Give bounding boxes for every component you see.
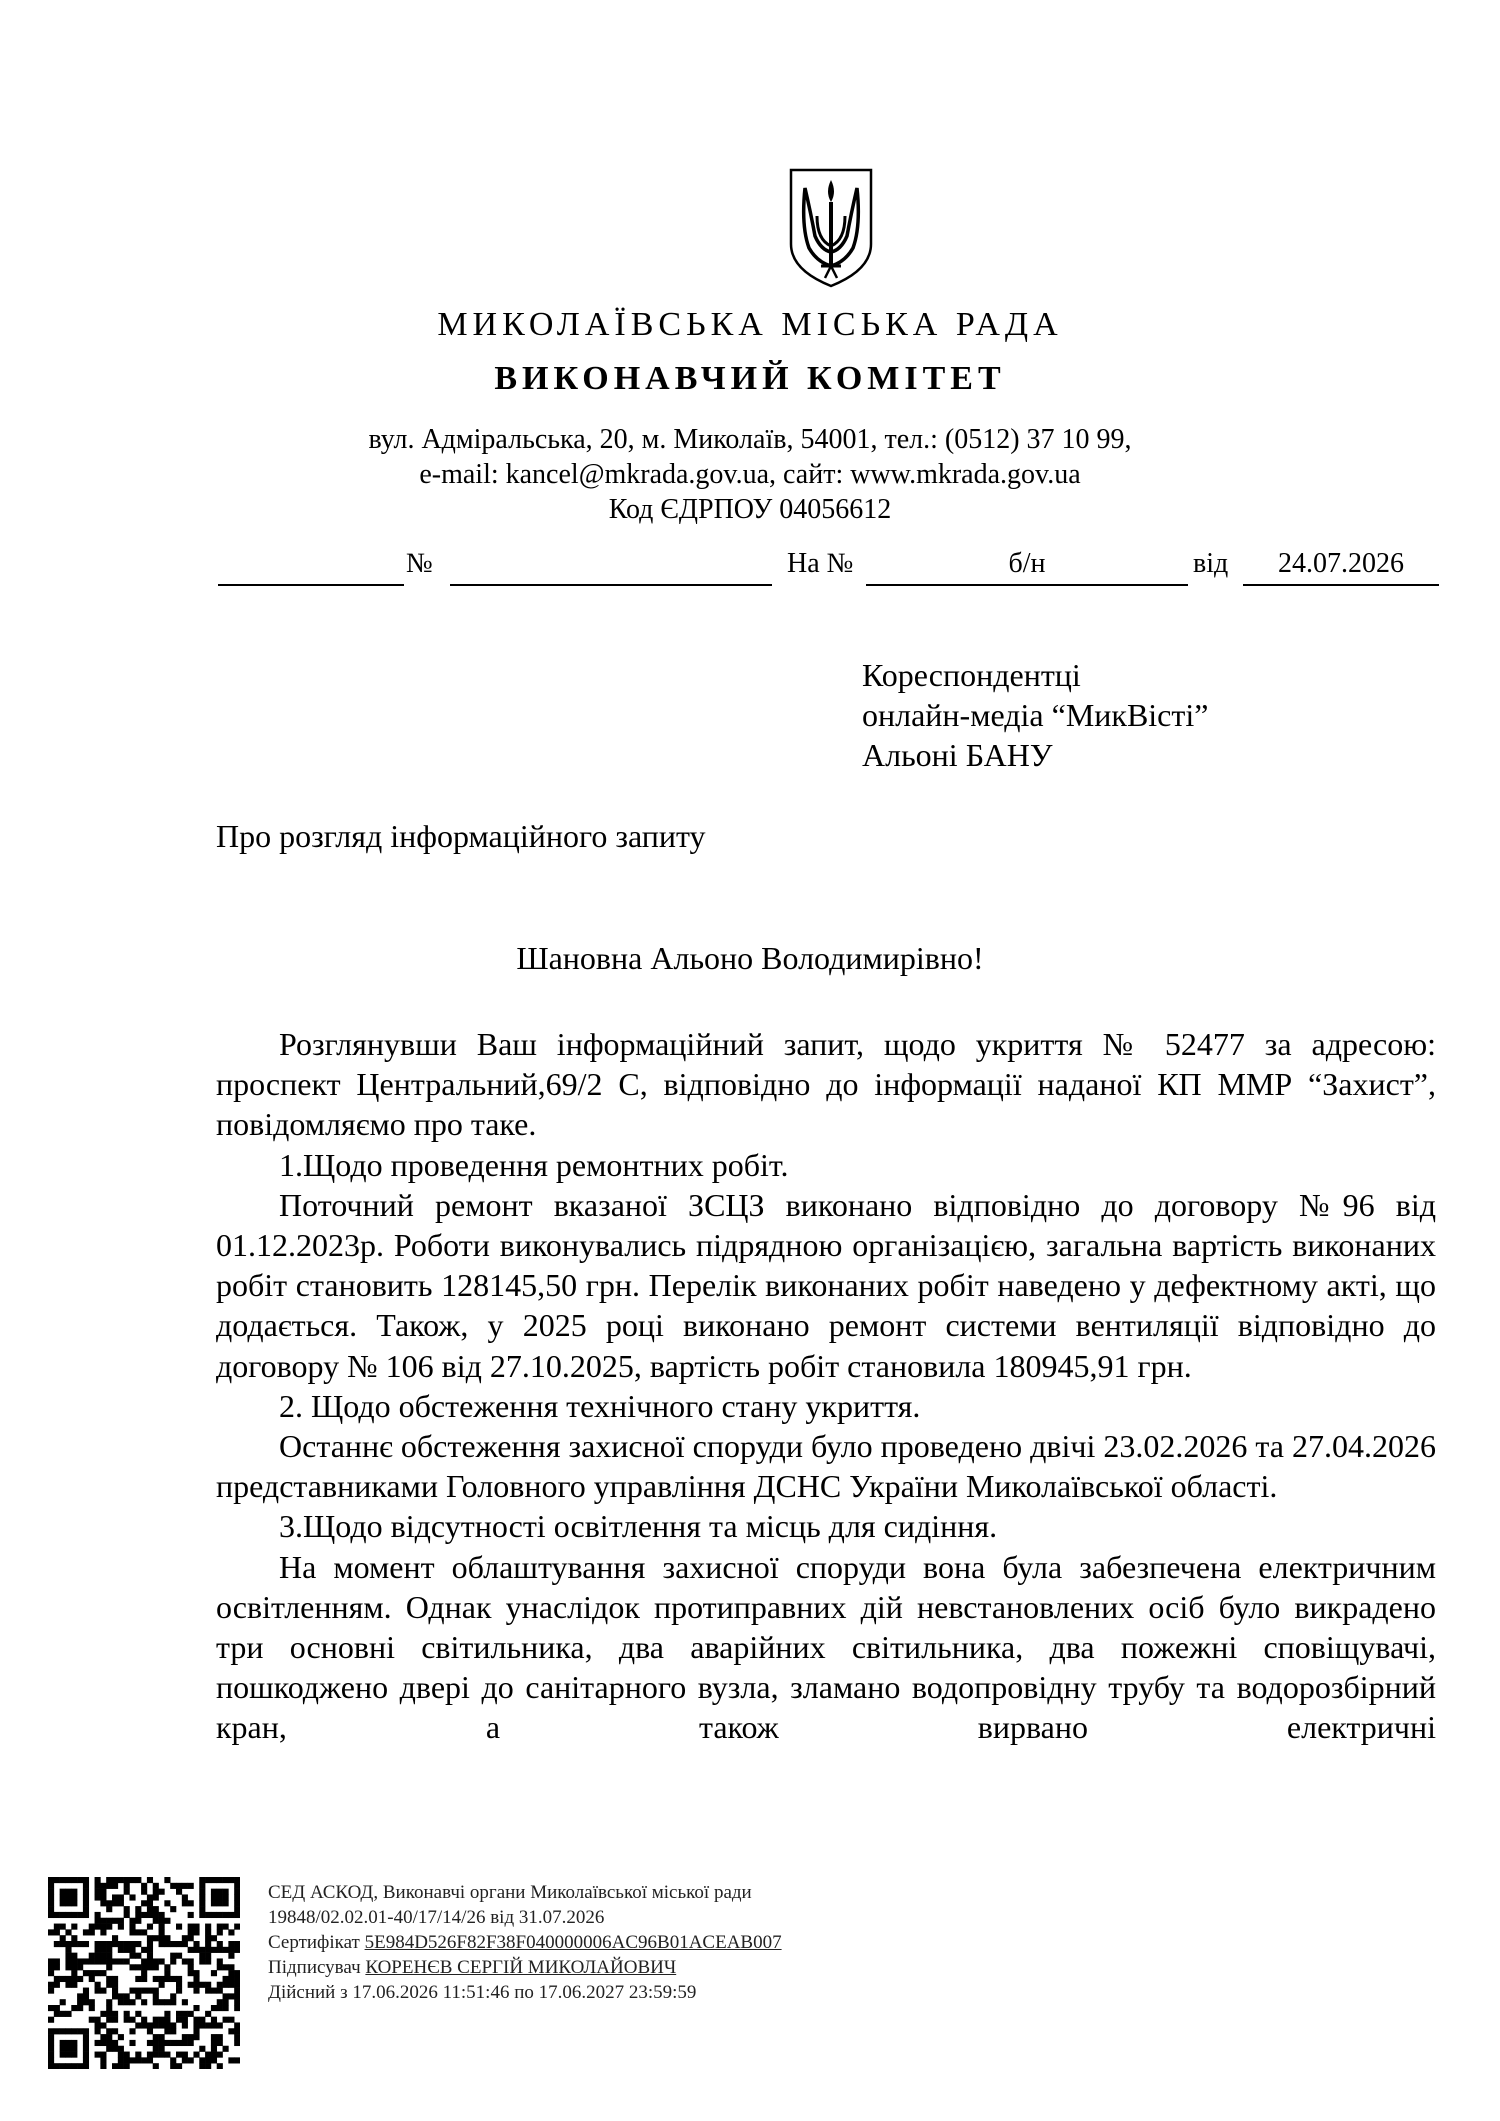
reply-label: На № xyxy=(787,548,854,579)
certificate-label: Сертифікат xyxy=(268,1932,365,1953)
section-heading: 1.Щодо проведення ремонтних робіт. xyxy=(279,1146,789,1183)
salutation: Шановна Альоно Володимирівно! xyxy=(516,940,984,976)
outgoing-number-line xyxy=(450,548,772,586)
body-paragraph: Останнє обстеження захисної споруди було проведено двічі 23.02.2026 та 27.04.2026 представниками Головного управління ДСНС України Миколаївської області. xyxy=(216,1428,1436,1505)
recipient-line: Кореспондентці xyxy=(862,657,1081,693)
stamp-validity: Дійсний з 17.06.2026 11:51:46 по 17.06.2027 23:59:59 xyxy=(268,1982,697,2003)
signer-value: КОРЕНЄВ СЕРГІЙ МИКОЛАЙОВИЧ xyxy=(365,1957,677,1978)
certificate-value: 5E984D526F82F38F040000006AC96B01ACEAB007 xyxy=(364,1932,782,1953)
registration-line xyxy=(0,548,1500,588)
address-line: вул. Адміральська, 20, м. Миколаїв, 54001, тел.: (0512) 37 10 99, xyxy=(368,424,1132,455)
stamp-reg-number: 19848/02.02.01-40/17/14/26 від 31.07.2026 xyxy=(268,1907,605,1928)
qr-code-icon xyxy=(48,1877,240,2069)
date-value: 24.07.2026 xyxy=(1278,548,1404,579)
signer-label: Підписувач xyxy=(268,1957,366,1978)
section-heading: 3.Щодо відсутності освітлення та місць для сидіння. xyxy=(279,1508,998,1545)
stamp-signer xyxy=(268,1955,782,1980)
coat-of-arms-icon xyxy=(787,166,875,290)
subject-line: Про розгляд інформаційного запиту xyxy=(216,818,706,854)
body-paragraph: Поточний ремонт вказаної ЗСЦЗ виконано відповідно до договору №96 від 01.12.2023р. Роботи виконувались підрядною організацією, загальна вартість виконаних робіт становить 128145,50 грн. Перелік виконаних робіт наведено у дефектному акті, що додається. Також, у 2025 році виконано ремонт системи вентиляції відповідно до договору № 106 від 27.10.2025, вартість робіт становила 180945,91 грн. xyxy=(216,1186,1436,1384)
council-name: МИКОЛАЇВСЬКА МІСЬКА РАДА xyxy=(437,306,1063,343)
recipient-line: онлайн-медіа “МикВісті” xyxy=(862,697,1209,733)
recipient-line: Альоні БАНУ xyxy=(862,737,1053,773)
edrpou-line: Код ЄДРПОУ 04056612 xyxy=(608,494,892,525)
recipient-block xyxy=(862,655,1208,775)
stamp-certificate xyxy=(268,1930,782,1955)
body-paragraph: Розглянувши Ваш інформаційний запит, щодо укриття № 52477 за адресою: проспект Центральний,69/2 С, відповідно до інформації наданої КП ММР “Захист”, повідомляємо про таке. xyxy=(216,1026,1436,1143)
contacts-line: e-mail: kancel@mkrada.gov.ua, сайт: www.mkrada.gov.ua xyxy=(419,459,1081,490)
section-heading: 2. Щодо обстеження технічного стану укриття. xyxy=(279,1387,921,1424)
outgoing-date-line xyxy=(218,548,404,586)
reply-number-value: б/н xyxy=(1008,548,1046,579)
date-label: від xyxy=(1193,548,1229,579)
e-signature-stamp xyxy=(268,1880,782,2005)
number-label: № xyxy=(406,548,433,579)
letter-body xyxy=(216,1024,1436,1748)
body-paragraph: На момент облаштування захисної споруди вона була забезпечена електричним освітленням. Однак унаслідок протиправних дій невстановлених осіб було викрадено три основні світильника, два аварійних світильника, два пожежні сповіщувачі, пошкоджено двері до санітарного вузла, зламано водопровідну трубу та водорозбірний кран, а також вирвано електричні xyxy=(216,1548,1436,1746)
stamp-system-line: СЕД АСКОД, Виконавчі органи Миколаївської міської ради xyxy=(268,1882,752,1903)
committee-name: ВИКОНАВЧИЙ КОМІТЕТ xyxy=(494,360,1006,397)
